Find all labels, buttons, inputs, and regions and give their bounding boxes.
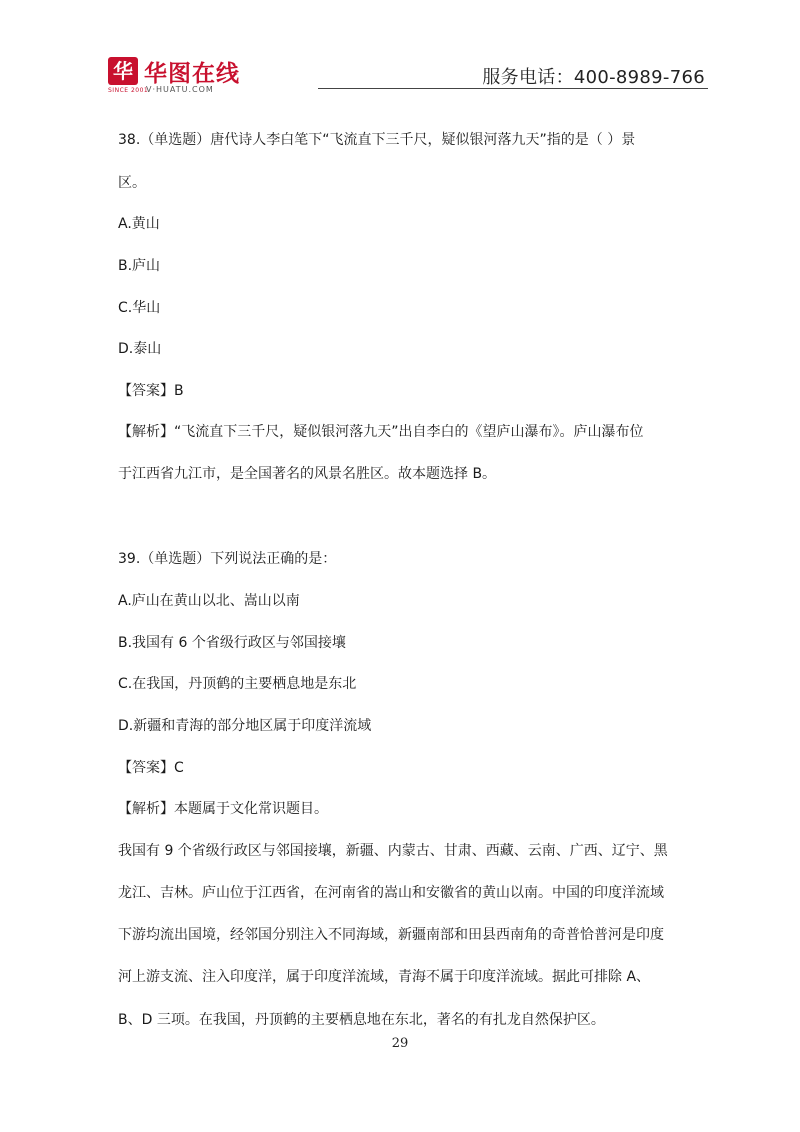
q38-stem-line-1: 38.（单选题）唐代诗人李白笔下“飞流直下三千尺，疑似银河落九天”指的是（ ）景 (118, 132, 636, 148)
q38-option-d: D.泰山 (118, 341, 162, 357)
logo-url: V·HUATU.COM (146, 85, 214, 94)
q39-option-d: D.新疆和青海的部分地区属于印度洋流域 (118, 718, 372, 734)
header-divider (318, 88, 708, 89)
q38-option-a: A.黄山 (118, 216, 160, 232)
q39-option-a: A.庐山在黄山以北、嵩山以南 (118, 593, 300, 609)
logo-name: 华图在线 (144, 61, 240, 87)
logo-since-text: SINCE 2001 (108, 87, 149, 94)
q38-option-b: B.庐山 (118, 258, 161, 274)
huatu-logo (108, 57, 268, 97)
q38-analysis-line-2: 于江西省九江市，是全国著名的风景名胜区。故本题选择 B。 (118, 466, 497, 482)
q39-stem: 39.（单选题）下列说法正确的是： (118, 551, 337, 567)
q38-option-c: C.华山 (118, 300, 161, 316)
q39-analysis-line-2: 龙江、吉林。庐山位于江西省，在河南省的嵩山和安徽省的黄山以南。中国的印度洋流域 (118, 885, 664, 901)
q39-answer: 【答案】C (118, 760, 184, 776)
q38-stem-line-2: 区。 (118, 175, 146, 191)
q39-analysis-line-1: 我国有 9 个省级行政区与邻国接壤，新疆、内蒙古、甘肃、西藏、云南、广西、辽宁、黑 (118, 843, 668, 859)
service-hotline: 服务电话：400-8989-766 (482, 67, 705, 88)
q39-analysis-line-3: 下游均流出国境，经邻国分别注入不同海域，新疆南部和田县西南角的奇普恰普河是印度 (118, 927, 664, 943)
logo-mark-icon: 华 (108, 57, 138, 85)
page-header (0, 0, 800, 100)
page-number: 29 (391, 1036, 409, 1051)
q39-analysis-intro: 【解析】本题属于文化常识题目。 (118, 801, 328, 817)
q39-analysis-line-5: B、D 三项。在我国，丹顶鹤的主要栖息地在东北，著名的有扎龙自然保护区。 (118, 1012, 605, 1028)
q38-analysis-line-1: 【解析】“飞流直下三千尺，疑似银河落九天”出自李白的《望庐山瀑布》。庐山瀑布位 (118, 424, 644, 440)
q39-option-b: B.我国有 6 个省级行政区与邻国接壤 (118, 635, 346, 651)
q39-analysis-line-4: 河上游支流、注入印度洋，属于印度洋流域，青海不属于印度洋流域。据此可排除 A、 (118, 969, 651, 985)
q38-answer: 【答案】B (118, 383, 184, 399)
q39-option-c: C.在我国，丹顶鹤的主要栖息地是东北 (118, 676, 357, 692)
